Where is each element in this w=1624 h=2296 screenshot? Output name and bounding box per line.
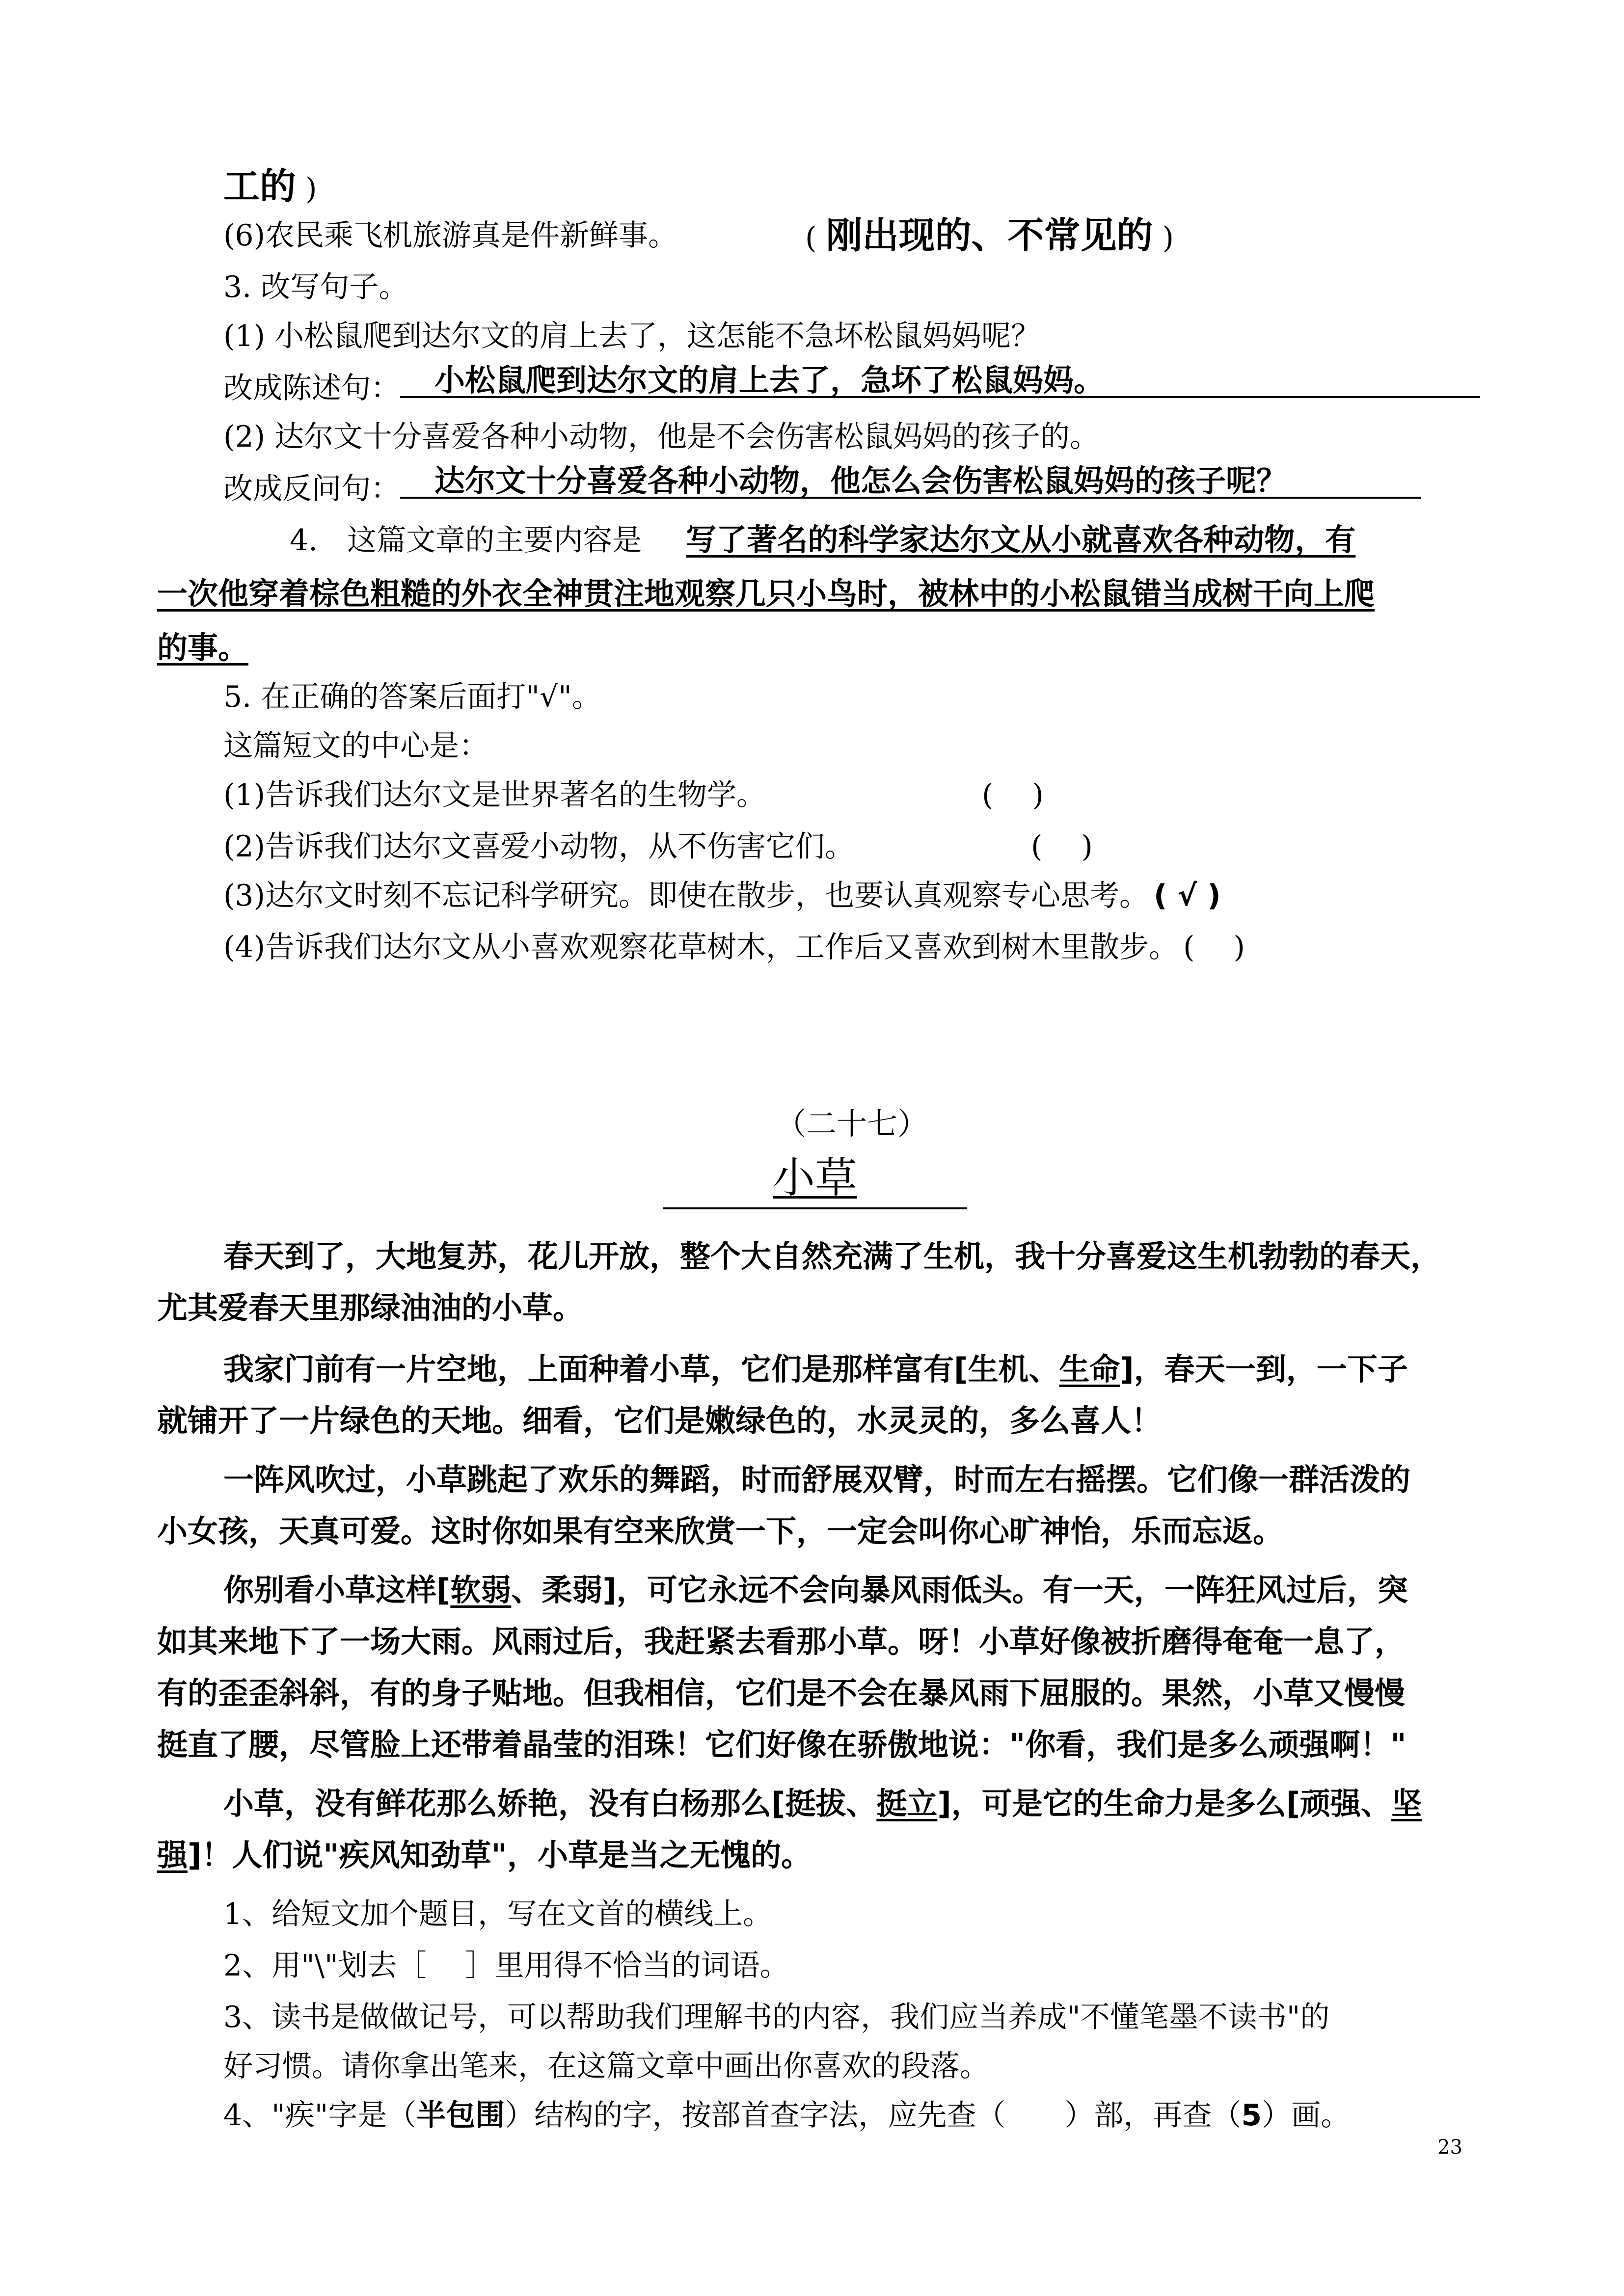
q3-1-label: 改成陈述句： bbox=[223, 371, 400, 405]
answer: 5 bbox=[1241, 2098, 1262, 2133]
text: 4、"疾"字是（ bbox=[223, 2098, 417, 2133]
q5-option-1-mark: ( ) bbox=[982, 778, 1044, 812]
underlined-word: 软弱 bbox=[450, 1572, 512, 1608]
para-4-line-3: 有的歪歪斜斜，有的身子贴地。但我相信，它们是不会在暴风雨下屈服的。果然，小草又慢慢 bbox=[157, 1675, 1406, 1711]
text: ]，春天一到，一下子 bbox=[1120, 1351, 1408, 1387]
option-mark: ( √ ) bbox=[1154, 879, 1221, 913]
q4-answer-3: 的事。 bbox=[157, 630, 249, 666]
q3-2-answer-line bbox=[223, 463, 1421, 508]
q5-option-2-mark: ( ) bbox=[1031, 829, 1093, 864]
section-number: （二十七） bbox=[776, 1106, 928, 1142]
para-5-line-1 bbox=[223, 1784, 1422, 1823]
title-blank bbox=[663, 1148, 967, 1209]
q3-2-answer: 达尔文十分喜爱各种小动物，他怎么会伤害松鼠妈妈的孩子呢？ bbox=[434, 463, 1287, 499]
text: 、柔弱]，可它永远不会向暴风雨低头。有一天，一阵狂风过后，突 bbox=[511, 1572, 1408, 1608]
q6-text: (6)农民乘飞机旅游真是件新鲜事。 bbox=[223, 218, 677, 253]
paren: ) bbox=[305, 172, 317, 206]
para-2-line-1 bbox=[223, 1350, 1408, 1389]
q5-heading: 5. 在正确的答案后面打"√"。 bbox=[223, 680, 601, 714]
para-4-line-4: 挺直了腰，尽管脸上还带着晶莹的泪珠！它们好像在骄傲地说："你看，我们是多么顽强啊！" bbox=[157, 1727, 1407, 1762]
option-text: (2)告诉我们达尔文喜爱小动物，从不伤害它们。 bbox=[223, 829, 854, 864]
answer: 半包围 bbox=[416, 2098, 505, 2133]
option-mark: ( ) bbox=[1183, 930, 1245, 964]
q4-answer-1: 写了著名的科学家达尔文从小就喜欢各种动物，有 bbox=[686, 522, 1356, 558]
q3-2-label: 改成反问句： bbox=[223, 472, 400, 506]
prev-line-tail bbox=[223, 167, 317, 209]
q4-label: 4. 这篇文章的主要内容是 bbox=[290, 523, 642, 558]
q3-heading: 3. 改写句子。 bbox=[223, 270, 408, 304]
q4-line-3 bbox=[157, 628, 248, 668]
para-1-line-2: 尤其爱春天里那绿油油的小草。 bbox=[157, 1290, 584, 1326]
text: ）结构的字，按部首查字法，应先查（ ）部，再查（ bbox=[505, 2098, 1242, 2133]
paren-open: ( bbox=[805, 221, 817, 255]
text: 你别看小草这样[ bbox=[223, 1572, 451, 1608]
option-text: (3)达尔文时刻不忘记科学研究。即使在散步，也要认真观察专心思考。 bbox=[223, 879, 1149, 913]
page-number: 23 bbox=[1437, 2136, 1462, 2159]
q3-1-blank bbox=[400, 362, 1480, 398]
q5-option-2 bbox=[223, 827, 854, 866]
text: 我家门前有一片空地，上面种着小草，它们是那样富有[生机、 bbox=[223, 1351, 1059, 1387]
q4-line-2 bbox=[157, 574, 1375, 614]
section-title: 小草 bbox=[773, 1153, 857, 1202]
q3-1-answer-line bbox=[223, 362, 1480, 408]
underlined-word: 挺立 bbox=[876, 1786, 938, 1821]
q3-2-blank bbox=[400, 463, 1421, 499]
q4-answer-2: 一次他穿着棕色粗糙的外衣全神贯注地观察几只小鸟时，被林中的小松鼠错当成树干向上爬 bbox=[157, 576, 1375, 612]
underlined-word: 强 bbox=[157, 1837, 188, 1873]
text: ]，可是它的生命力是多么[顽强、 bbox=[937, 1786, 1392, 1821]
para-1-line-1: 春天到了，大地复苏，花儿开放，整个大自然充满了生机，我十分喜爱这生机勃勃的春天， bbox=[223, 1238, 1441, 1274]
para-4-line-2: 如其来地下了一场大雨。风雨过后，我赶紧去看那小草。呀！小草好像被折磨得奄奄一息了， bbox=[157, 1624, 1406, 1659]
q6-answer-line bbox=[805, 216, 1174, 258]
text: ]！人们说"疾风知劲草"，小草是当之无愧的。 bbox=[188, 1837, 812, 1873]
question-1: 1、给短文加个题目，写在文首的横线上。 bbox=[223, 1897, 773, 1931]
q6-line bbox=[223, 216, 677, 255]
para-3-line-2: 小女孩，天真可爱。这时你如果有空来欣赏一下，一定会叫你心旷神怡，乐而忘返。 bbox=[157, 1513, 1284, 1549]
q6-answer: 刚出现的、不常见的 bbox=[826, 214, 1153, 257]
q5-option-1 bbox=[223, 775, 766, 815]
question-4 bbox=[223, 2096, 1350, 2135]
para-4-line-1 bbox=[223, 1571, 1408, 1610]
q3-2-sentence: (2) 达尔文十分喜爱各种小动物，他是不会伤害松鼠妈妈的孩子的。 bbox=[223, 420, 1100, 454]
text: 小草，没有鲜花那么娇艳，没有白杨那么[挺拔、 bbox=[223, 1786, 877, 1821]
question-3-line-1: 3、读书是做做记号，可以帮助我们理解书的内容，我们应当养成"不懂笔墨不读书"的 bbox=[223, 2000, 1330, 2034]
q5-intro: 这篇短文的中心是： bbox=[223, 729, 488, 763]
q3-1-answer: 小松鼠爬到达尔文的肩上去了，急坏了松鼠妈妈。 bbox=[434, 362, 1105, 398]
text: ）画。 bbox=[1262, 2098, 1351, 2133]
question-2: 2、用"\"划去［ ］里用得不恰当的词语。 bbox=[223, 1949, 789, 1983]
q5-option-4 bbox=[223, 928, 1245, 967]
underlined-word: 生命 bbox=[1059, 1351, 1120, 1387]
option-text: (1)告诉我们达尔文是世界著名的生物学。 bbox=[223, 778, 766, 812]
para-5-line-2 bbox=[157, 1836, 812, 1875]
q5-option-3 bbox=[223, 876, 1221, 915]
q3-1-sentence: (1) 小松鼠爬到达尔文的肩上去了，这怎能不急坏松鼠妈妈呢？ bbox=[223, 319, 1041, 353]
q4-line-1 bbox=[290, 520, 1355, 560]
answer-tail: 工的 bbox=[223, 165, 296, 208]
question-3-line-2: 好习惯。请你拿出笔来，在这篇文章中画出你喜欢的段落。 bbox=[223, 2049, 989, 2083]
para-3-line-1: 一阵风吹过，小草跳起了欢乐的舞蹈，时而舒展双臂，时而左右摇摆。它们像一群活泼的 bbox=[223, 1462, 1411, 1497]
paren-close: ) bbox=[1162, 221, 1174, 255]
para-2-line-2: 就铺开了一片绿色的天地。细看，它们是嫩绿色的，水灵灵的，多么喜人！ bbox=[157, 1403, 1162, 1439]
underlined-word: 坚 bbox=[1391, 1786, 1422, 1821]
option-text: (4)告诉我们达尔文从小喜欢观察花草树木，工作后又喜欢到树木里散步。 bbox=[223, 930, 1178, 964]
